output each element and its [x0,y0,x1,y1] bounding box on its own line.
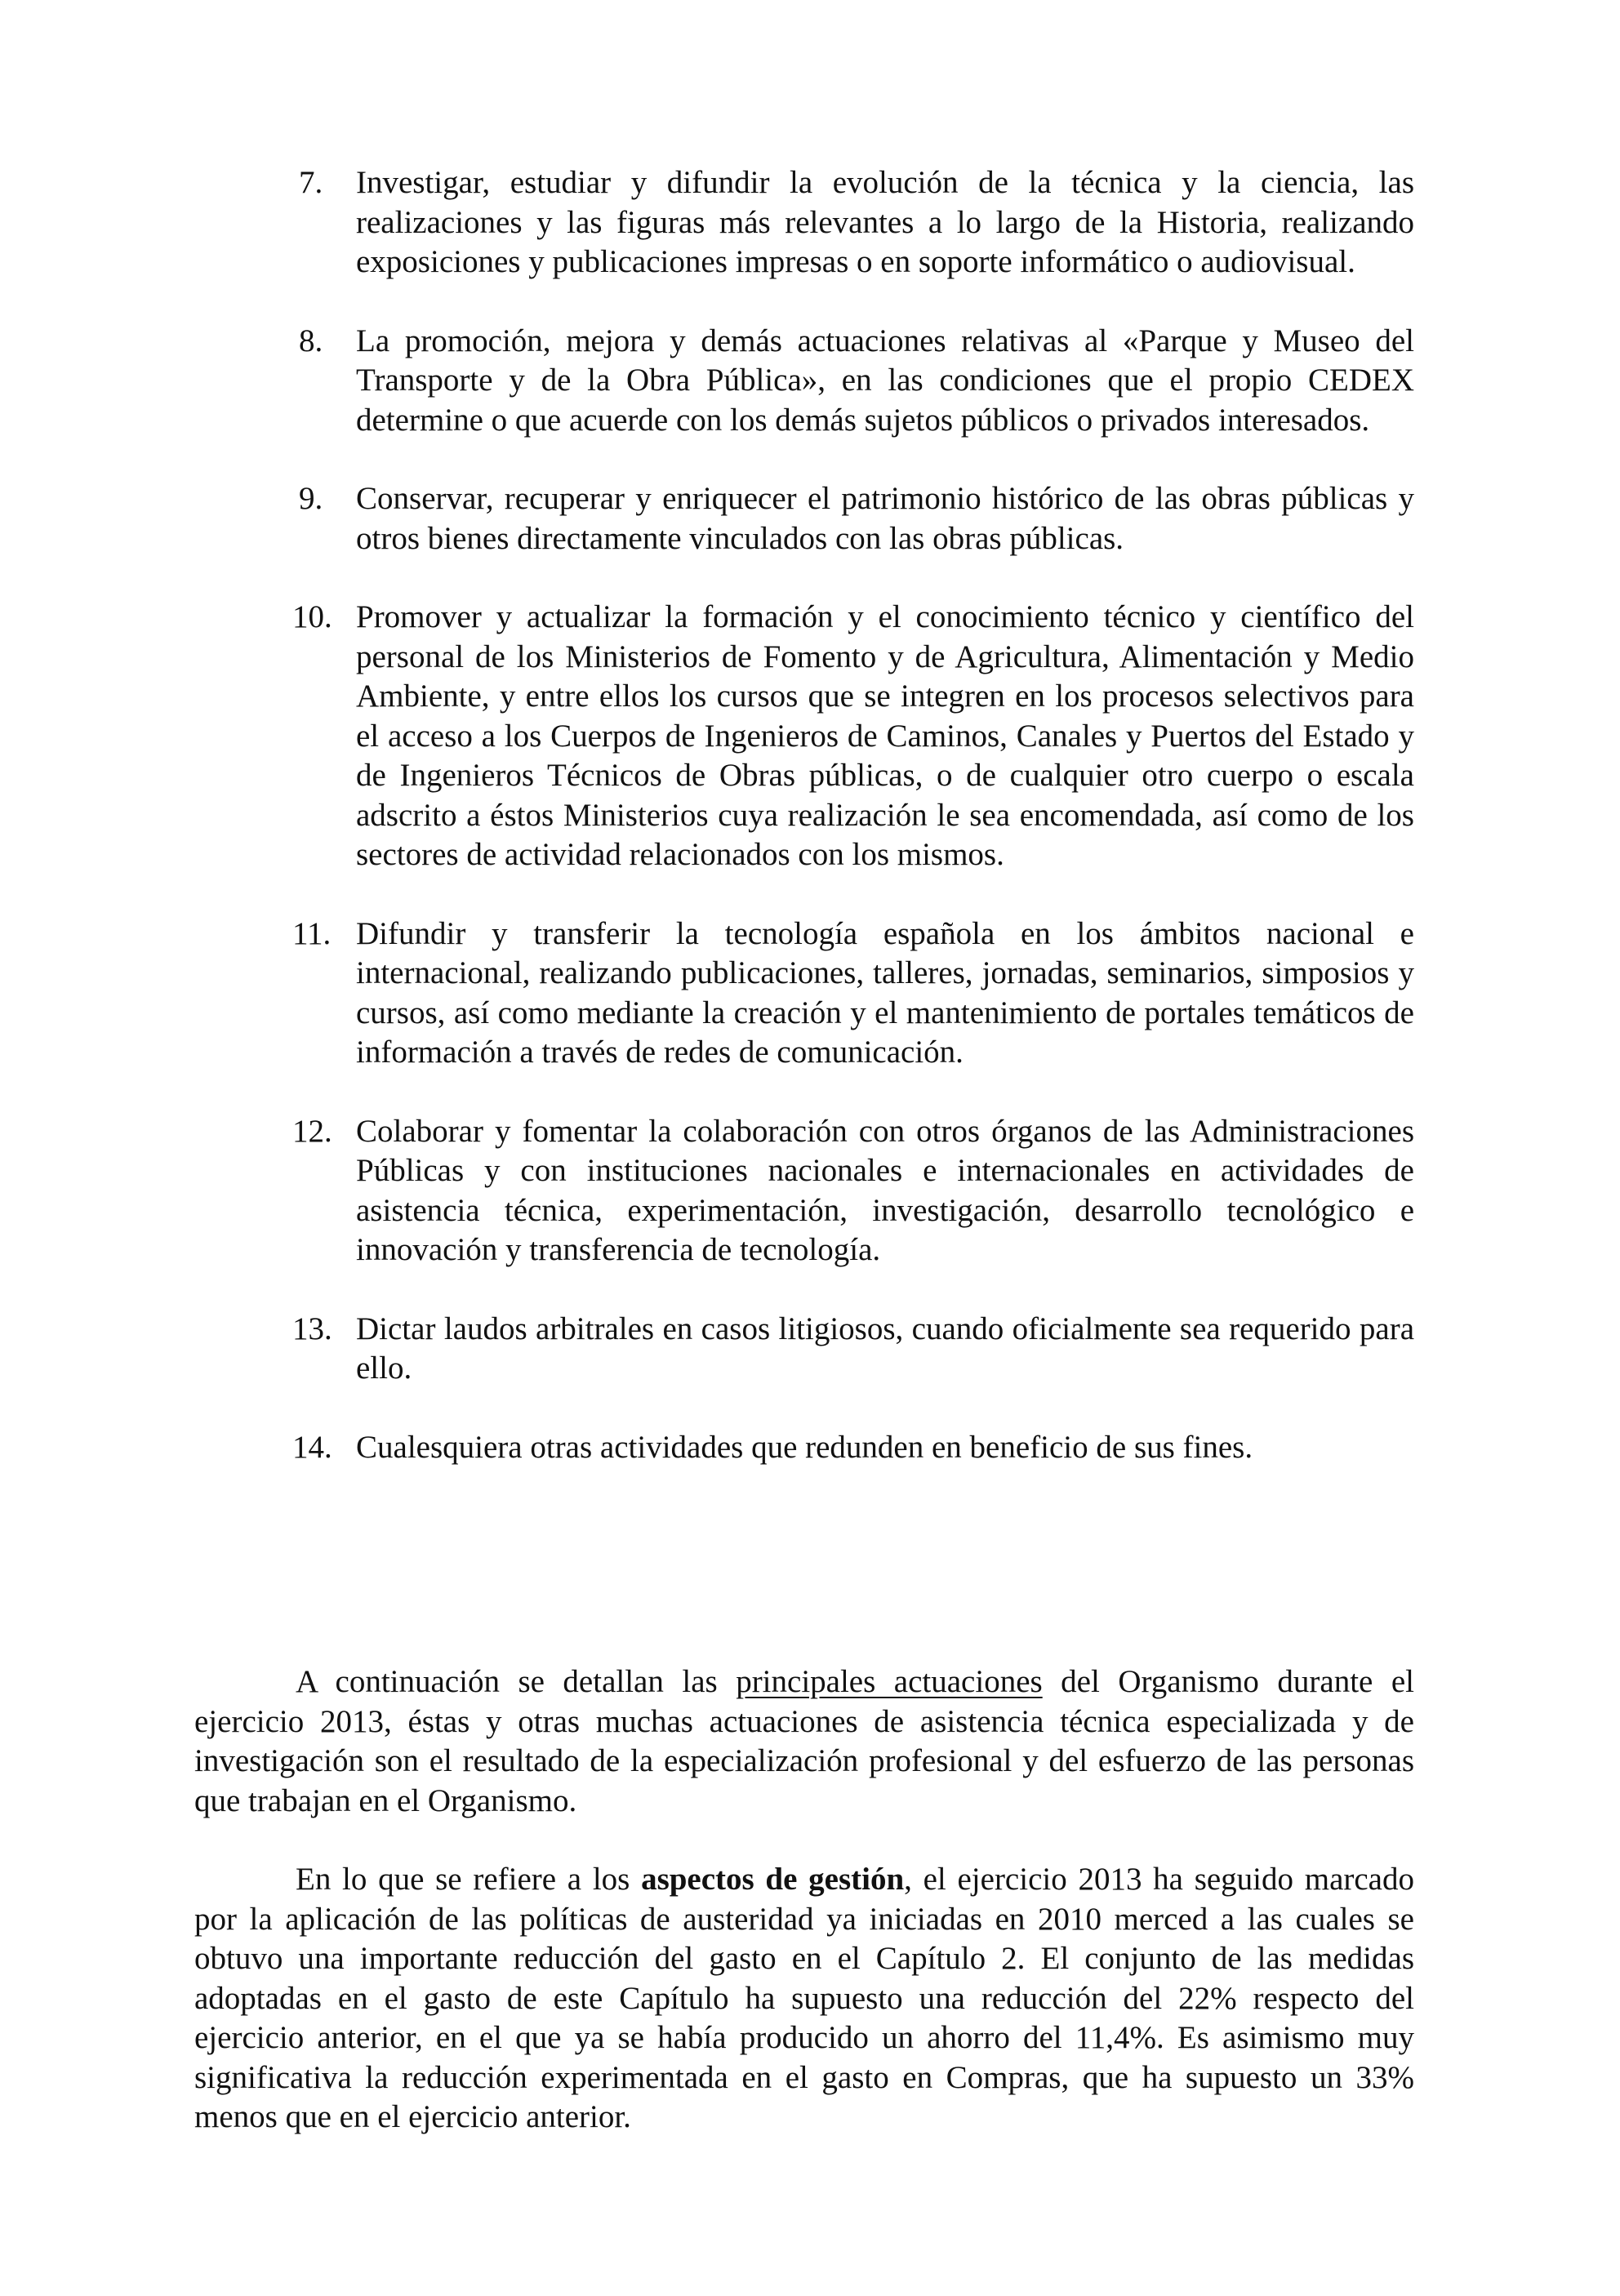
list-item-number: 13. [292,1310,332,1346]
list-item [292,598,1414,875]
list-item-text: Conservar, recuperar y enriquecer el patrimonio histórico de las obras públicas y otros bienes directamente vinculados con las obras públicas. [356,481,1414,556]
list-item-number: 12. [292,1113,332,1149]
list-item-text: Colaborar y fomentar la colaboración con otros órganos de las Administraciones Públicas y con instituciones nacionales e internacionales en actividades de asistencia técnica, experimentación, investigación, desarrollo tecnológico e innovación y transferencia de tecnología. [356,1113,1414,1267]
paragraph-main-actions [194,1662,1414,1821]
paragraph-text: En lo que se refiere a los [296,1862,642,1897]
list-item [292,914,1414,1073]
bold-phrase: aspectos de gestión [641,1862,905,1897]
list-item-text: Difundir y transferir la tecnología española en los ámbitos nacional e internacional, realizando publicaciones, talleres, jornadas, seminarios, simposios y cursos, así como mediante la creación y el mantenimiento de portales temáticos de información a través de redes de comunicación. [356,915,1414,1070]
functions-list [292,163,1414,1506]
paragraph-text: , el ejercicio 2013 ha seguido marcado por la aplicación de las políticas de austeridad ya iniciadas en 2010 merced a las cuales se obtuvo una importante reducción del gasto en el Capítulo 2. El conjunto de las medidas adoptadas en el gasto de este Capítulo ha supuesto una reducción del 22% respecto del ejercicio anterior, en el que ya se había producido un ahorro del 11,4%. Es asimismo muy significativa la reducción experimentada en el gasto en Compras, que ha supuesto un 33% menos que en el ejercicio anterior. [194,1862,1414,2134]
list-item-text: Promover y actualizar la formación y el conocimiento técnico y científico del personal de los Ministerios de Fomento y de Agricultura, Alimentación y Medio Ambiente, y entre ellos los cursos que se integren en los procesos selectivos para el acceso a los Cuerpos de Ingenieros de Caminos, Canales y Puertos del Estado y de Ingenieros Técnicos de Obras públicas, o de cualquier otro cuerpo o escala adscrito a éstos Ministerios cuya realización le sea encomendada, así como de los sectores de actividad relacionados con los mismos. [356,599,1414,872]
body-paragraphs [194,1662,1414,2177]
list-item [292,322,1414,441]
list-item [292,1310,1414,1389]
list-item-text: Dictar laudos arbitrales en casos litigiosos, cuando oficialmente sea requerido para ello. [356,1310,1414,1386]
list-item [292,1428,1414,1468]
list-item-text: Cualesquiera otras actividades que redunden en beneficio de sus fines. [356,1429,1253,1465]
list-item-number: 8. [299,323,323,358]
paragraph-text: del Organismo durante el ejercicio 2013, éstas y otras muchas actuaciones de asistencia técnica especializada y de investigación son el resultado de la especialización profesional y del esfuerzo de las personas que trabajan en el Organismo. [194,1664,1415,1818]
list-item-number: 11. [292,915,332,951]
paragraph-text: A continuación se detallan las [296,1664,737,1699]
paragraph-management [194,1860,1414,2138]
list-item-number: 9. [299,481,323,516]
list-item-text: La promoción, mejora y demás actuaciones relativas al «Parque y Museo del Transporte y de la Obra Pública», en las condiciones que el propio CEDEX determine o que acuerde con los demás sujetos públicos o privados interesados. [356,323,1414,438]
list-item-number: 10. [292,599,332,634]
list-item-number: 7. [299,165,323,200]
list-item [292,1112,1414,1270]
list-item-text: Investigar, estudiar y difundir la evolución de la técnica y la ciencia, las realizaciones y las figuras más relevantes a lo largo de la Historia, realizando exposiciones y publicaciones impresas o en soporte informático o audiovisual. [356,165,1414,279]
list-item [292,479,1414,558]
underlined-phrase: principales actuaciones [736,1664,1043,1699]
list-item-number: 14. [292,1429,332,1465]
list-item [292,163,1414,283]
